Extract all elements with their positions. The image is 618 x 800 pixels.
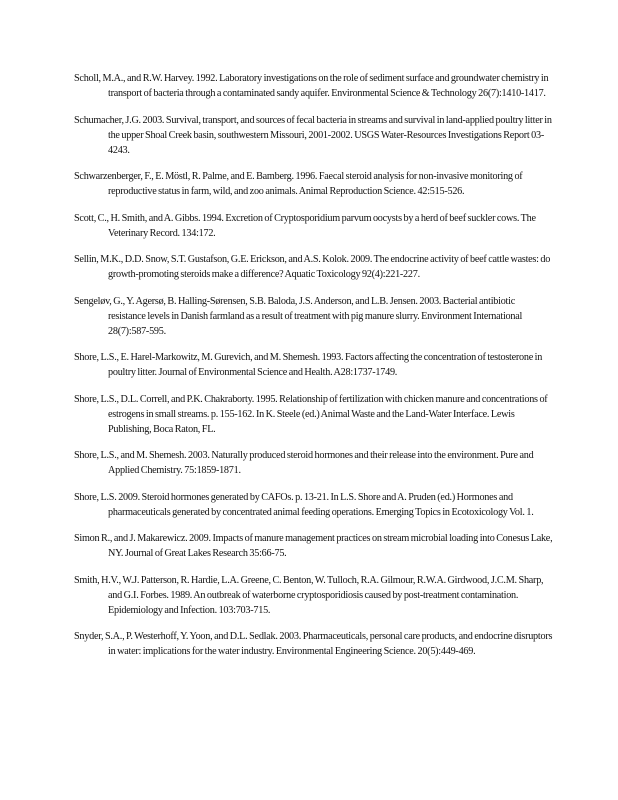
reference-list xyxy=(74,71,554,671)
reference-entry: Scott, C., H. Smith, and A. Gibbs. 1994. Excretion of Cryptosporidium parvum oocysts by a herd of beef suckler cows. The Veterinary Record. 134:172. xyxy=(74,212,536,239)
reference-entry: Smith, H.V., W.J. Patterson, R. Hardie, L.A. Greene, C. Benton, W. Tulloch, R.A. Gilmour, R.W.A. Girdwood, J.C.M. Sharp, and G.I. Forbes. 1989. An outbreak of waterborne cryptosporidiosis caused by post-treatment contamination. Epidemiology and Infection. 103:703-715. xyxy=(74,574,544,616)
reference-entry: Schwarzenberger, F., E. Möstl, R. Palme, and E. Bamberg. 1996. Faecal steroid analysis for non-invasive monitoring of reproductive status in farm, wild, and zoo animals. Animal Reproduction Science. 42:515-526. xyxy=(74,171,523,197)
reference-entry: Schumacher, J.G. 2003. Survival, transport, and sources of fecal bacteria in streams and survival in land-applied poultry litter in the upper Shoal Creek basin, southwestern Missouri, 2001-2002. USGS Water-Resources Investigations Report 03-4243. xyxy=(74,114,552,156)
reference-entry: Simon R., and J. Makarewicz. 2009. Impacts of manure management practices on stream microbial loading into Conesus Lake, NY. Journal of Great Lakes Research 35:66-75. xyxy=(74,533,553,559)
reference-entry: Shore, L.S., D.L. Correll, and P.K. Chakraborty. 1995. Relationship of fertilization with chicken manure and concentrations of estrogens in small streams. p. 155-162. In K. Steele (ed.) Animal Waste and the Land-Water Interface. Lewis Publishing, Boca Raton, FL. xyxy=(74,393,548,435)
reference-entry: Snyder, S.A., P. Westerhoff, Y. Yoon, and D.L. Sedlak. 2003. Pharmaceuticals, personal care products, and endocrine disruptors in water: implications for the water industry. Environmental Engineering Science. 20(5):449-469. xyxy=(74,631,553,657)
reference-entry: Sengeløv, G., Y. Agersø, B. Halling-Sørensen, S.B. Baloda, J.S. Anderson, and L.B. Jensen. 2003. Bacterial antibiotic resistance levels in Danish farmland as a result of treatment with pig manure slurry. Environment International 28(7):587-595. xyxy=(74,295,523,337)
reference-entry: Shore, L.S., E. Harel-Markowitz, M. Gurevich, and M. Shemesh. 1993. Factors affecting the concentration of testosterone in poultry litter. Journal of Environmental Science and Health. A28:1737-1749. xyxy=(74,352,543,378)
reference-entry: Shore, L.S., and M. Shemesh. 2003. Naturally produced steroid hormones and their release into the environment. Pure and Applied Chemistry. 75:1859-1871. xyxy=(74,450,534,476)
reference-entry: Scholl, M.A., and R.W. Harvey. 1992. Laboratory investigations on the role of sediment surface and groundwater chemistry in transport of bacteria through a contaminated sandy aquifer. Environmental Science & Technology 26(7):1410-1417. xyxy=(74,73,549,99)
reference-entry: Shore, L.S. 2009. Steroid hormones generated by CAFOs. p. 13-21. In L.S. Shore and A. Pruden (ed.) Hormones and pharmaceuticals generated by concentrated animal feeding operations. Emerging Topics in Ecotoxicology Vol. 1. xyxy=(74,491,534,518)
reference-entry: Sellin, M.K., D.D. Snow, S.T. Gustafson, G.E. Erickson, and A.S. Kolok. 2009. The endocrine activity of beef cattle wastes: do growth-promoting steroids make a difference? Aquatic Toxicology 92(4):221-227. xyxy=(74,254,551,280)
